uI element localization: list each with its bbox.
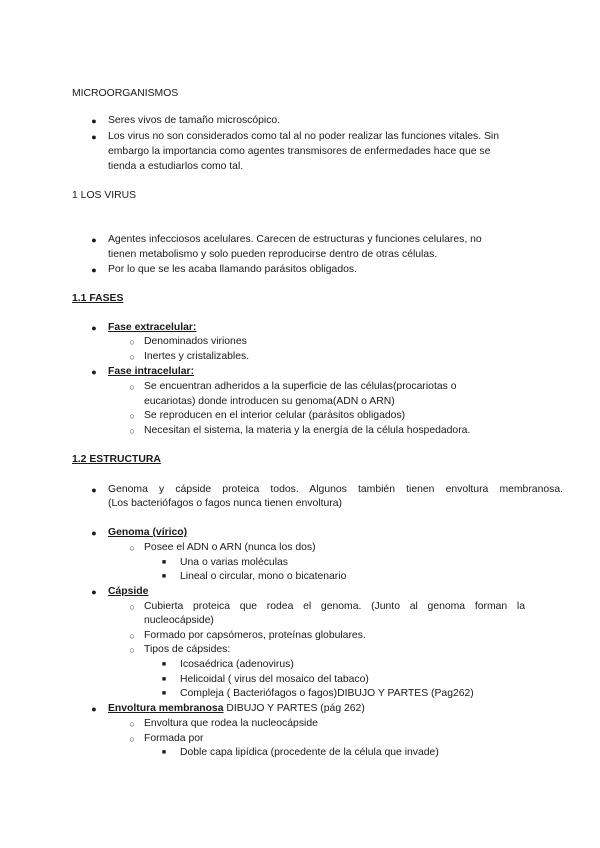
circle-bullet-icon: ○ — [129, 382, 135, 392]
circle-bullet-icon: ○ — [129, 352, 135, 362]
square-bullet-icon: ■ — [161, 573, 167, 580]
capside-item-2: Formado por capsómeros, proteínas globulares. — [144, 630, 366, 641]
genoma-label: Genoma (vírico) — [108, 527, 188, 538]
capside-item-3: Tipos de cápsides: — [144, 644, 231, 655]
virus-item-1-line-2: tienen metabolismo y solo pueden reproducirse dentro de otras células. — [108, 249, 438, 260]
square-bullet-icon: ■ — [161, 749, 167, 756]
capside-type-1: Icosaédrica (adenovirus) — [180, 659, 294, 670]
bullet-icon: ● — [91, 116, 97, 126]
envoltura-item-1: Envoltura que rodea la nucleocápside — [144, 718, 318, 729]
virus-item-1-line-1: Agentes infecciosos acelulares. Carecen de estructuras y funciones celulares, no — [108, 234, 482, 245]
circle-bullet-icon: ○ — [129, 734, 135, 744]
bullet-icon: ● — [91, 323, 97, 333]
envoltura-item-2: Formada por — [144, 733, 204, 744]
bullet-icon: ● — [91, 265, 97, 275]
bullet-icon: ● — [91, 235, 97, 245]
fase-intra-item-2: Se reproducen en el interior celular (parásitos obligados) — [144, 410, 406, 421]
estructura-intro-line-2: (Los bacteriófagos o fagos nunca tienen envoltura) — [108, 498, 342, 509]
circle-bullet-icon: ○ — [129, 645, 135, 655]
intro-item-2-line-2: embargo la importancia como agentes transmisores de enfermedades hace que se — [108, 146, 491, 157]
intro-item-1: Seres vivos de tamaño microscópico. — [108, 115, 281, 126]
capside-label: Cápside — [108, 586, 149, 597]
fase-extra-item-2: Inertes y cristalizables. — [144, 351, 250, 362]
envoltura-note: DIBUJO Y PARTES (pág 262) — [223, 703, 365, 714]
square-bullet-icon: ■ — [161, 661, 167, 668]
fase-intra-item-3: Necesitan el sistema, la materia y la energía de la célula hospedadora. — [144, 425, 471, 436]
bullet-icon: ● — [91, 704, 97, 714]
envoltura-line — [108, 702, 365, 716]
genoma-subitem-1: Una o varias moléculas — [180, 557, 288, 568]
circle-bullet-icon: ○ — [129, 426, 135, 436]
bullet-icon: ● — [91, 132, 97, 142]
section-heading-virus: 1 LOS VIRUS — [72, 190, 137, 201]
capside-item-1-line-2: nucleocápside) — [144, 615, 214, 626]
circle-bullet-icon: ○ — [129, 631, 135, 641]
page-title: MICROORGANISMOS — [72, 88, 179, 99]
capside-item-1-line-1: Cubierta proteica que rodea el genoma. (Junto al genoma forman la — [144, 601, 525, 612]
square-bullet-icon: ■ — [161, 690, 167, 697]
fase-intra-item-1-line-2: eucariotas) donde introducen su genoma(ADN o ARN) — [144, 396, 395, 407]
section-heading-estructura: 1.2 ESTRUCTURA — [72, 454, 161, 465]
fase-extracelular-label: Fase extracelular: — [108, 322, 197, 333]
fase-intra-item-1-line-1: Se encuentran adheridos a la superficie de las células(procariotas o — [144, 381, 457, 392]
bullet-icon: ● — [91, 587, 97, 597]
estructura-intro-line-1: Genoma y cápside proteica todos. Algunos también tienen envoltura membranosa. — [108, 484, 563, 495]
capside-type-2: Helicoidal ( virus del mosaico del tabaco) — [180, 674, 369, 685]
circle-bullet-icon: ○ — [129, 411, 135, 421]
bullet-icon: ● — [91, 528, 97, 538]
fase-intracelular-label: Fase intracelular: — [108, 366, 195, 377]
circle-bullet-icon: ○ — [129, 719, 135, 729]
envoltura-subitem-1: Doble capa lipídica (procedente de la célula que invade) — [180, 747, 439, 758]
circle-bullet-icon: ○ — [129, 337, 135, 347]
genoma-subitem-2: Lineal o circular, mono o bicatenario — [180, 571, 347, 582]
fase-extra-item-1: Denominados viriones — [144, 336, 247, 347]
circle-bullet-icon: ○ — [129, 602, 135, 612]
circle-bullet-icon: ○ — [129, 543, 135, 553]
envoltura-label: Envoltura membranosa — [108, 703, 224, 714]
bullet-icon: ● — [91, 367, 97, 377]
square-bullet-icon: ■ — [161, 559, 167, 566]
virus-item-2: Por lo que se les acaba llamando parásitos obligados. — [108, 264, 357, 275]
intro-item-2-line-1: Los virus no son considerados como tal al no poder realizar las funciones vitales. Sin — [108, 131, 500, 142]
intro-item-2-line-3: tienda a estudiarlos como tal. — [108, 161, 244, 172]
capside-type-3: Compleja ( Bacteriófagos o fagos)DIBUJO Y PARTES (Pag262) — [180, 688, 474, 699]
section-heading-fases: 1.1 FASES — [72, 293, 124, 304]
bullet-icon: ● — [91, 485, 97, 495]
genoma-item-1: Posee el ADN o ARN (nunca los dos) — [144, 542, 316, 553]
square-bullet-icon: ■ — [161, 676, 167, 683]
